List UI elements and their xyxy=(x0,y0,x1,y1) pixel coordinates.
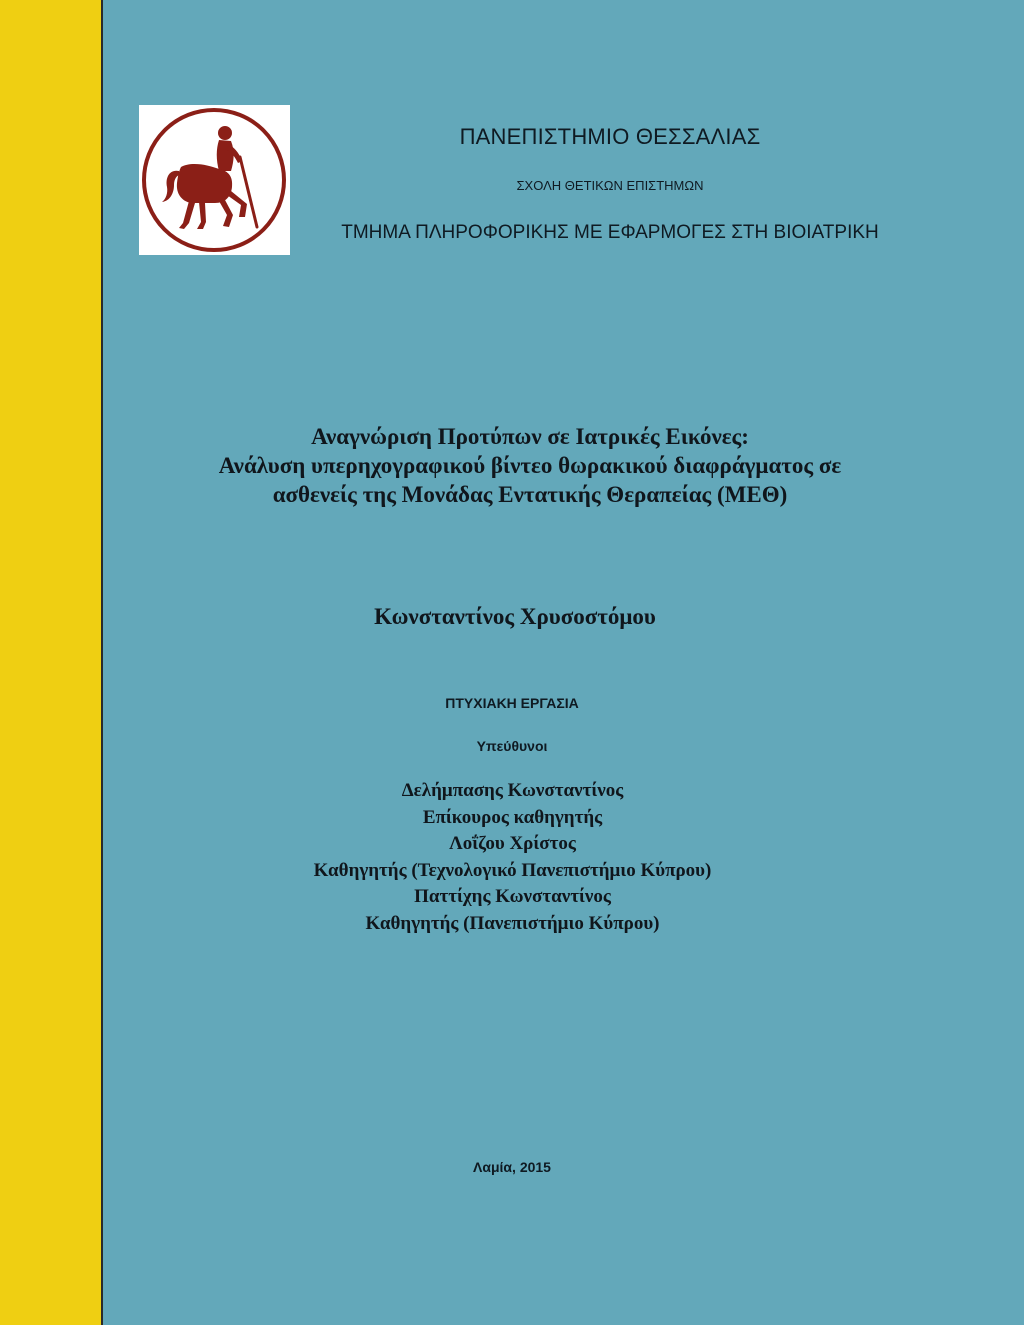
thesis-title xyxy=(170,422,890,509)
supervisor-line: Δελήμπασης Κωνσταντίνος xyxy=(401,780,624,801)
supervisor-list xyxy=(240,778,785,937)
supervisor-line: Επίκουρος καθηγητής xyxy=(422,806,603,828)
author-name: Κωνσταντίνος Χρυσοστόμου xyxy=(374,604,656,629)
supervisor-line: Καθηγητής (Τεχνολογικό Πανεπιστήμιο Κύπρου) xyxy=(313,859,712,881)
supervisors-heading: Υπεύθυνοι xyxy=(476,738,548,754)
university-logo xyxy=(139,105,290,255)
supervisor-line: Λοΐζου Χρίστος xyxy=(449,833,576,854)
thesis-title-line: Αναγνώριση Προτύπων σε Ιατρικές Εικόνες: xyxy=(311,424,749,449)
thesis-title-line: ασθενείς της Μονάδας Εντατικής Θεραπείας (ΜΕΘ) xyxy=(272,482,788,507)
school-name: ΣΧΟΛΗ ΘΕΤΙΚΩΝ ΕΠΙΣΤΗΜΩΝ xyxy=(516,178,704,193)
university-name: ΠΑΝΕΠΙΣΤΗΜΙΟ ΘΕΣΣΑΛΙΑΣ xyxy=(459,124,761,149)
thesis-type: ΠΤΥΧΙΑΚΗ ΕΡΓΑΣΙΑ xyxy=(445,695,579,711)
department-name: ΤΜΗΜΑ ΠΛΗΡΟΦΟΡΙΚΗΣ ΜΕ ΕΦΑΡΜΟΓΕΣ ΣΤΗ ΒΙΟΙΑΤΡΙΚΗ xyxy=(341,222,879,243)
place-and-date: Λαμία, 2015 xyxy=(473,1159,551,1175)
supervisor-line: Καθηγητής (Πανεπιστήμιο Κύπρου) xyxy=(365,912,660,934)
centaur-emblem-icon xyxy=(139,105,290,255)
thesis-title-line: Ανάλυση υπερηχογραφικού βίντεο θωρακικού διαφράγματος σε xyxy=(218,453,842,478)
supervisor-line: Παττίχης Κωνσταντίνος xyxy=(414,886,611,907)
side-stripe xyxy=(0,0,103,1325)
